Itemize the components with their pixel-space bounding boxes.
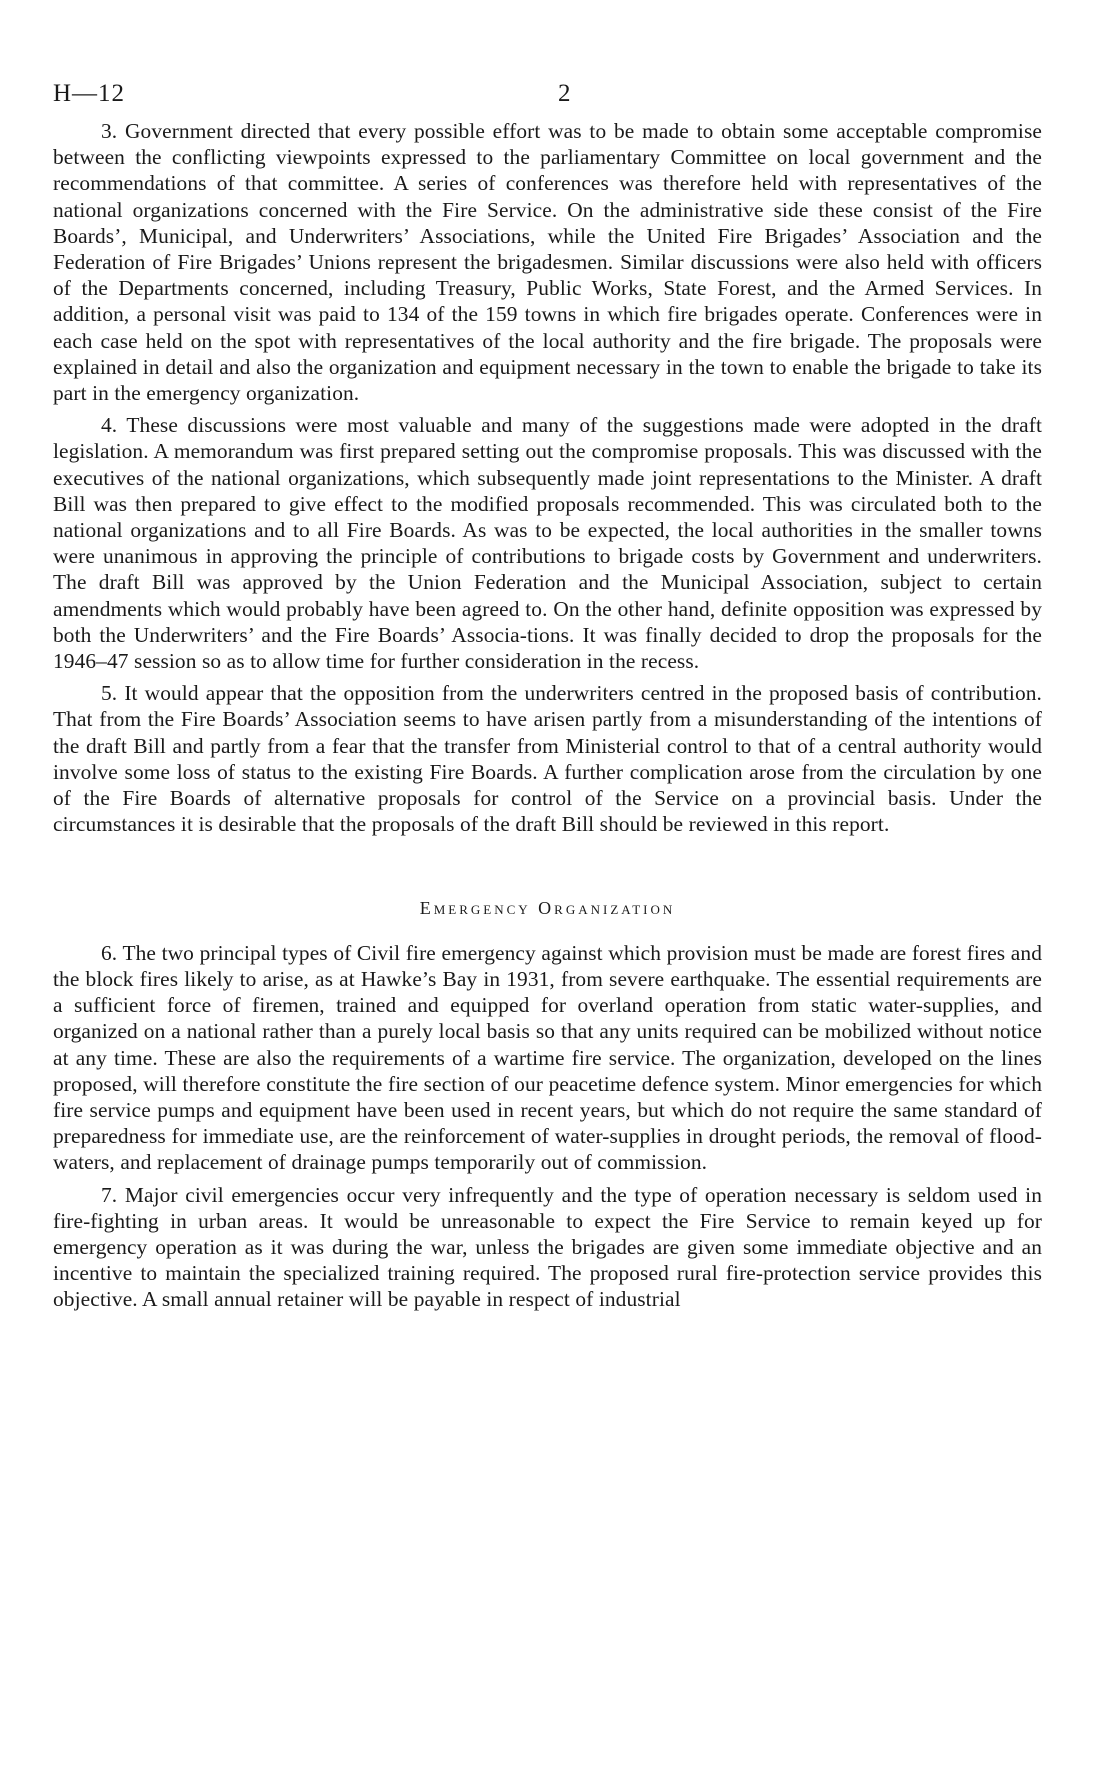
paragraph-6: 6. The two principal types of Civil fire emergency against which provision must be made are forest fires and the block fires likely to arise, as at Hawke’s Bay in 1931, from severe earthquake. The essential requirements are a sufficient force of firemen, trained and equipped for overland operation from static water-supplies, and organized on a national rather than a purely local basis so that any units required can be mobilized without notice at any time. These are also the requirements of a wartime fire service. The organization, developed on the lines proposed, will therefore constitute the fire section of our peacetime defence system. Minor emergencies for which fire service pumps and equipment have been used in recent years, but which do not require the same standard of preparedness for immediate use, are the reinforcement of water-supplies in drought periods, the removal of flood-waters, and replacement of drainage pumps temporarily out of commission. — [53, 940, 1042, 1175]
paragraph-4: 4. These discussions were most valuable and many of the suggestions made were adopted in the draft legislation. A memorandum was first prepared setting out the compromise proposals. This was discussed with the executives of the national organizations, which subsequently made joint representations to the Minister. A draft Bill was then prepared to give effect to the modified proposals recommended. This was circulated both to the national organizations and to all Fire Boards. As was to be expected, the local authorities in the smaller towns were unanimous in approving the principle of contributions to brigade costs by Government and underwriters. The draft Bill was approved by the Union Federation and the Municipal Association, subject to certain amendments which would probably have been agreed to. On the other hand, definite opposition was expressed by both the Underwriters’ and the Fire Boards’ Associa-tions. It was finally decided to drop the proposals for the 1946–47 session so as to allow time for further consideration in the recess. — [53, 413, 1042, 674]
page-header — [53, 70, 1042, 118]
paragraph-3: 3. Government directed that every possible effort was to be made to obtain some acceptable compromise between the conflicting viewpoints expressed to the parliamentary Committee on local government and the recommendations of that committee. A series of conferences was therefore held with representatives of the national organizations concerned with the Fire Service. On the administrative side these consist of the Fire Boards’, Municipal, and Underwriters’ Associations, while the United Fire Brigades’ Association and the Federation of Fire Brigades’ Unions represent the brigadesmen. Similar discussions were also held with officers of the Departments concerned, including Treasury, Public Works, State Forest, and the Armed Services. In addition, a personal visit was paid to 134 of the 159 towns in which fire brigades operate. Conferences were in each case held on the spot with representatives of the local authority and the fire brigade. The proposals were explained in detail and also the organization and equipment necessary in the town to enable the brigade to take its part in the emergency organization. — [53, 119, 1042, 406]
page-number: 2 — [558, 80, 571, 107]
section-heading: Emergency Organization — [419, 898, 676, 919]
document-body — [53, 118, 1042, 1313]
document-reference: H—12 — [53, 80, 126, 107]
paragraph-7: 7. Major civil emergencies occur very infrequently and the type of operation necessary is seldom used in fire-fighting in urban areas. It would be unreasonable to expect the Fire Service to remain keyed up for emergency operation as it was during the war, unless the brigades are given some immediate objective and an incentive to maintain the specialized training required. The proposed rural fire-protection service provides this objective. A small annual retainer will be payable in respect of industrial — [53, 1182, 1042, 1312]
paragraph-5: 5. It would appear that the opposition from the underwriters centred in the proposed basis of contribution. That from the Fire Boards’ Association seems to have arisen partly from a misunderstanding of the intentions of the draft Bill and partly from a fear that the transfer from Ministerial control to that of a central authority would involve some loss of status to the existing Fire Boards. A further complication arose from the circulation by one of the Fire Boards of alternative proposals for control of the Service on a provincial basis. Under the circumstances it is desirable that the proposals of the draft Bill should be reviewed in this report. — [53, 681, 1042, 837]
